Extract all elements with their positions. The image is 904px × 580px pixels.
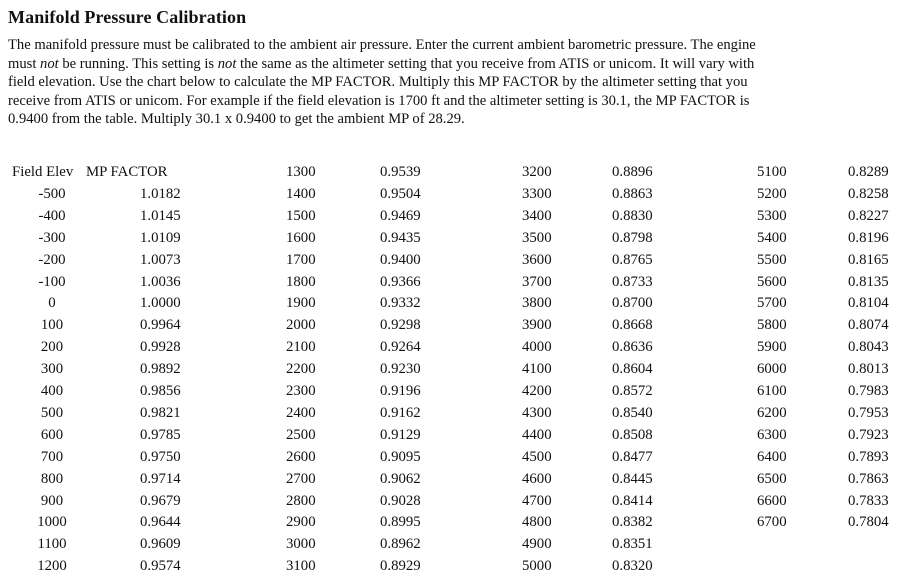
field-elev-cell: 2100 — [286, 339, 316, 356]
table-row — [284, 534, 434, 556]
mp-factor-cell: 0.8351 — [612, 536, 653, 553]
table-row — [755, 272, 904, 294]
field-elev-cell: 6400 — [757, 448, 787, 465]
mp-factor-cell: 1.0036 — [140, 273, 181, 290]
table-row — [520, 425, 670, 447]
field-elev-cell: -100 — [38, 273, 66, 290]
intro-line — [8, 73, 892, 92]
table-row — [0, 315, 181, 337]
field-elev-cell: 3200 — [522, 164, 552, 180]
table-row — [755, 491, 904, 513]
table-row — [755, 359, 904, 381]
table-row — [755, 425, 904, 447]
mp-factor-cell: 0.8896 — [612, 164, 653, 180]
mp-factor-cell: 0.8414 — [612, 492, 653, 509]
field-elev-cell: 5600 — [757, 273, 787, 290]
intro-line — [8, 92, 892, 111]
table-row — [520, 447, 670, 469]
field-elev-cell: 5200 — [757, 185, 787, 202]
mp-factor-cell: 0.7804 — [848, 514, 889, 531]
mp-factor-cell: 0.8258 — [848, 185, 889, 202]
intro-text: the same as the altimeter setting that you receive from ATIS or unicom. It will vary with — [236, 55, 755, 72]
table-row — [0, 534, 181, 556]
field-elev-cell: 3900 — [522, 317, 552, 334]
mp-factor-cell: 0.9609 — [140, 536, 181, 553]
field-elev-cell: 2700 — [286, 470, 316, 487]
field-elev-cell: 3100 — [286, 558, 316, 575]
table-row — [0, 250, 181, 272]
field-elev-cell: 4300 — [522, 404, 552, 421]
table-row — [755, 184, 904, 206]
mp-factor-cell: 0.9679 — [140, 492, 181, 509]
mp-factor-cell: 0.8830 — [612, 207, 653, 224]
mp-factor-cell: 0.8477 — [612, 448, 653, 465]
field-elev-cell: 2800 — [286, 492, 316, 509]
header-field-elev: Field Elev — [12, 164, 74, 180]
table-row — [0, 491, 181, 513]
mp-factor-cell: 0.9062 — [380, 470, 421, 487]
mp-factor-cell: 1.0109 — [140, 229, 181, 246]
table-row — [0, 293, 181, 315]
mp-factor-cell: 0.8104 — [848, 295, 889, 312]
field-elev-cell: 5300 — [757, 207, 787, 224]
table-row — [755, 228, 904, 250]
field-elev-cell: 2200 — [286, 361, 316, 378]
field-elev-cell: 4000 — [522, 339, 552, 356]
field-elev-cell: 4900 — [522, 536, 552, 553]
mp-factor-cell: 0.8540 — [612, 404, 653, 421]
field-elev-cell: -500 — [38, 185, 66, 202]
mp-factor-cell: 0.9366 — [380, 273, 421, 290]
table-row — [755, 293, 904, 315]
table-row — [0, 447, 181, 469]
table-row — [284, 469, 434, 491]
mp-factor-cell: 0.8445 — [612, 470, 653, 487]
table-row — [284, 315, 434, 337]
mp-factor-cell: 0.7953 — [848, 404, 889, 421]
field-elev-cell: 1100 — [37, 536, 67, 553]
page-title: Manifold Pressure Calibration — [8, 7, 247, 27]
field-elev-cell: 3400 — [522, 207, 552, 224]
table-row — [755, 250, 904, 272]
table-row — [0, 184, 181, 206]
mp-factor-cell: 0.9785 — [140, 426, 181, 443]
mp-factor-cell: 0.9196 — [380, 383, 421, 399]
table-row — [520, 359, 670, 381]
field-elev-cell: 4100 — [522, 361, 552, 378]
table-row — [284, 381, 434, 403]
mp-factor-cell: 0.8700 — [612, 295, 653, 312]
field-elev-cell: 200 — [40, 339, 64, 356]
intro-text: The manifold pressure must be calibrated to the ambient air pressure. Enter the current ambient barometric pressure. The engine — [8, 37, 756, 53]
mp-factor-cell: 0.9129 — [380, 426, 421, 443]
field-elev-cell: 1900 — [286, 295, 316, 312]
table-row — [0, 272, 181, 294]
table-row — [284, 403, 434, 425]
intro-line — [8, 36, 892, 55]
table-row — [284, 556, 434, 578]
field-elev-cell: 3600 — [522, 251, 552, 268]
table-row — [755, 337, 904, 359]
field-elev-cell: 4400 — [522, 426, 552, 443]
field-elev-cell: 5000 — [522, 558, 552, 575]
table-row — [520, 206, 670, 228]
table-row — [284, 293, 434, 315]
field-elev-cell: 6700 — [757, 514, 787, 531]
mp-factor-cell: 0.9750 — [140, 448, 181, 465]
intro-text: must — [8, 55, 41, 72]
field-elev-cell: 2300 — [286, 383, 316, 399]
field-elev-cell: 4800 — [522, 514, 552, 531]
table-row — [0, 337, 181, 359]
table-row — [284, 206, 434, 228]
mp-factor-cell: 0.9028 — [380, 492, 421, 509]
table-row — [520, 293, 670, 315]
table-row — [520, 337, 670, 359]
mp-factor-cell: 0.8289 — [848, 164, 889, 180]
field-elev-cell: 1400 — [286, 185, 316, 202]
table-row — [520, 556, 670, 578]
table-row — [520, 272, 670, 294]
field-elev-cell: 2900 — [286, 514, 316, 531]
mp-factor-cell: 0.8863 — [612, 185, 653, 202]
field-elev-cell: 1700 — [286, 251, 316, 268]
table-row — [755, 315, 904, 337]
field-elev-cell: 3000 — [286, 536, 316, 553]
mp-factor-cell: 0.8798 — [612, 229, 653, 246]
table-row — [0, 359, 181, 381]
table-row — [520, 469, 670, 491]
mp-factor-cell: 0.8227 — [848, 207, 889, 224]
table-row — [755, 381, 904, 403]
field-elev-cell: 2000 — [286, 317, 316, 334]
mp-factor-cell: 0.9435 — [380, 229, 421, 246]
field-elev-cell: 2400 — [286, 404, 316, 421]
table-row — [284, 184, 434, 206]
mp-factor-cell: 0.9332 — [380, 295, 421, 312]
table-row — [284, 512, 434, 534]
field-elev-cell: 4200 — [522, 383, 552, 399]
mp-factor-cell: 0.8572 — [612, 383, 653, 399]
field-elev-cell: 6200 — [757, 404, 787, 421]
field-elev-cell: 1000 — [37, 514, 67, 531]
field-elev-cell: 1800 — [286, 273, 316, 290]
intro-emphasis: not — [217, 55, 237, 72]
intro-emphasis: not — [40, 55, 59, 72]
field-elev-cell: 1600 — [286, 229, 316, 246]
field-elev-cell: 5800 — [757, 317, 787, 334]
intro-text: be running. This setting is — [58, 55, 218, 72]
mp-factor-cell: 0.9892 — [140, 361, 181, 378]
field-elev-cell: 0 — [48, 295, 56, 312]
intro-line — [8, 110, 892, 129]
field-elev-cell: 5400 — [757, 229, 787, 246]
table-row — [755, 403, 904, 425]
field-elev-cell: -400 — [38, 207, 66, 224]
mp-factor-cell: 0.7983 — [848, 383, 889, 399]
field-elev-cell: 4700 — [522, 492, 552, 509]
mp-factor-cell: 1.0073 — [140, 251, 181, 268]
intro-text: field elevation. Use the chart below to calculate the MP FACTOR. Multiply this MP FACTOR by the altimeter setting that you — [8, 74, 748, 91]
mp-factor-cell: 0.9162 — [380, 404, 421, 421]
table-row — [284, 272, 434, 294]
intro-text: 0.9400 from the table. Multiply 30.1 x 0.9400 to get the ambient MP of 28.29. — [8, 111, 465, 128]
field-elev-cell: 2600 — [286, 448, 316, 465]
mp-factor-cell: 0.8668 — [612, 317, 653, 334]
field-elev-cell: 6100 — [757, 383, 787, 399]
table-row — [0, 556, 181, 578]
table-row — [520, 162, 670, 184]
mp-factor-cell: 0.8733 — [612, 273, 653, 290]
field-elev-cell: 300 — [40, 361, 64, 378]
field-elev-cell: 6600 — [757, 492, 787, 509]
mp-factor-cell: 0.8196 — [848, 229, 889, 246]
field-elev-cell: 6300 — [757, 426, 787, 443]
mp-factor-cell: 0.7833 — [848, 492, 889, 509]
mp-factor-cell: 0.8604 — [612, 361, 653, 378]
mp-factor-cell: 0.8929 — [380, 558, 421, 575]
field-elev-cell: 100 — [40, 317, 64, 334]
mp-factor-cell: 0.9298 — [380, 317, 421, 334]
intro-text: receive from ATIS or unicom. For example if the field elevation is 1700 ft and the altimeter setting is 30.1, the MP FACTOR is — [8, 92, 750, 109]
mp-factor-cell: 0.9095 — [380, 448, 421, 465]
table-row — [520, 403, 670, 425]
mp-factor-table — [0, 162, 904, 580]
field-elev-cell: 700 — [40, 448, 64, 465]
field-elev-cell: 600 — [40, 426, 64, 443]
mp-factor-cell: 1.0145 — [140, 207, 181, 224]
mp-factor-cell: 1.0182 — [140, 185, 181, 202]
mp-factor-cell: 0.7893 — [848, 448, 889, 465]
header-mp-factor: MP FACTOR — [86, 164, 168, 180]
mp-factor-cell: 0.9400 — [380, 251, 421, 268]
mp-factor-cell: 0.9928 — [140, 339, 181, 356]
table-row — [755, 512, 904, 534]
table-row — [0, 206, 181, 228]
table-row — [0, 381, 181, 403]
mp-factor-cell: 0.7863 — [848, 470, 889, 487]
table-row — [284, 228, 434, 250]
field-elev-cell: 5700 — [757, 295, 787, 312]
mp-factor-cell: 0.8074 — [848, 317, 889, 334]
table-row — [520, 512, 670, 534]
field-elev-cell: 400 — [40, 383, 64, 399]
table-row — [755, 206, 904, 228]
table-row — [755, 447, 904, 469]
field-elev-cell: 800 — [40, 470, 64, 487]
mp-factor-cell: 0.8962 — [380, 536, 421, 553]
mp-factor-cell: 0.8135 — [848, 273, 889, 290]
table-row — [0, 403, 181, 425]
field-elev-cell: 4600 — [522, 470, 552, 487]
field-elev-cell: 3300 — [522, 185, 552, 202]
intro-paragraph — [8, 36, 892, 129]
field-elev-cell: -300 — [38, 229, 66, 246]
table-row — [284, 359, 434, 381]
table-row — [284, 337, 434, 359]
table-row — [520, 228, 670, 250]
field-elev-cell: 1500 — [286, 207, 316, 224]
table-row — [755, 162, 904, 184]
mp-factor-cell: 0.9574 — [140, 558, 181, 575]
field-elev-cell: 5500 — [757, 251, 787, 268]
table-row — [520, 534, 670, 556]
table-row — [284, 250, 434, 272]
table-row — [520, 381, 670, 403]
table-row — [0, 512, 181, 534]
field-elev-cell: 4500 — [522, 448, 552, 465]
mp-factor-cell: 0.9714 — [140, 470, 181, 487]
table-row — [0, 228, 181, 250]
field-elev-cell: 3800 — [522, 295, 552, 312]
table-row — [520, 250, 670, 272]
mp-factor-cell: 0.9964 — [140, 317, 181, 334]
field-elev-cell: 5900 — [757, 339, 787, 356]
mp-factor-cell: 0.8013 — [848, 361, 889, 378]
mp-factor-cell: 0.9821 — [140, 404, 181, 421]
table-row — [520, 315, 670, 337]
mp-factor-cell: 0.8382 — [612, 514, 653, 531]
field-elev-cell: 5100 — [757, 164, 787, 180]
table-row — [0, 469, 181, 491]
mp-factor-cell: 0.9504 — [380, 185, 421, 202]
table-row — [284, 491, 434, 513]
table-row — [520, 491, 670, 513]
field-elev-cell: 1300 — [286, 164, 316, 180]
table-row — [284, 447, 434, 469]
field-elev-cell: -200 — [38, 251, 66, 268]
mp-factor-cell: 0.8636 — [612, 339, 653, 356]
mp-factor-cell: 0.9230 — [380, 361, 421, 378]
field-elev-cell: 500 — [40, 404, 64, 421]
mp-factor-cell: 1.0000 — [140, 295, 181, 312]
table-row — [284, 425, 434, 447]
field-elev-cell: 3700 — [522, 273, 552, 290]
field-elev-cell: 1200 — [37, 558, 67, 575]
mp-factor-cell: 0.8995 — [380, 514, 421, 531]
mp-factor-cell: 0.9469 — [380, 207, 421, 224]
mp-factor-cell: 0.8043 — [848, 339, 889, 356]
mp-factor-cell: 0.9264 — [380, 339, 421, 356]
mp-factor-cell: 0.9856 — [140, 383, 181, 399]
field-elev-cell: 6500 — [757, 470, 787, 487]
field-elev-cell: 6000 — [757, 361, 787, 378]
table-row — [284, 162, 434, 184]
table-row — [0, 425, 181, 447]
mp-factor-cell: 0.8508 — [612, 426, 653, 443]
mp-factor-cell: 0.7923 — [848, 426, 889, 443]
table-row — [755, 469, 904, 491]
field-elev-cell: 2500 — [286, 426, 316, 443]
table-row — [520, 184, 670, 206]
field-elev-cell: 3500 — [522, 229, 552, 246]
field-elev-cell: 900 — [40, 492, 64, 509]
mp-factor-cell: 0.8765 — [612, 251, 653, 268]
mp-factor-cell: 0.9644 — [140, 514, 181, 531]
intro-line — [8, 55, 892, 74]
mp-factor-cell: 0.8320 — [612, 558, 653, 575]
mp-factor-cell: 0.8165 — [848, 251, 889, 268]
mp-factor-cell: 0.9539 — [380, 164, 421, 180]
